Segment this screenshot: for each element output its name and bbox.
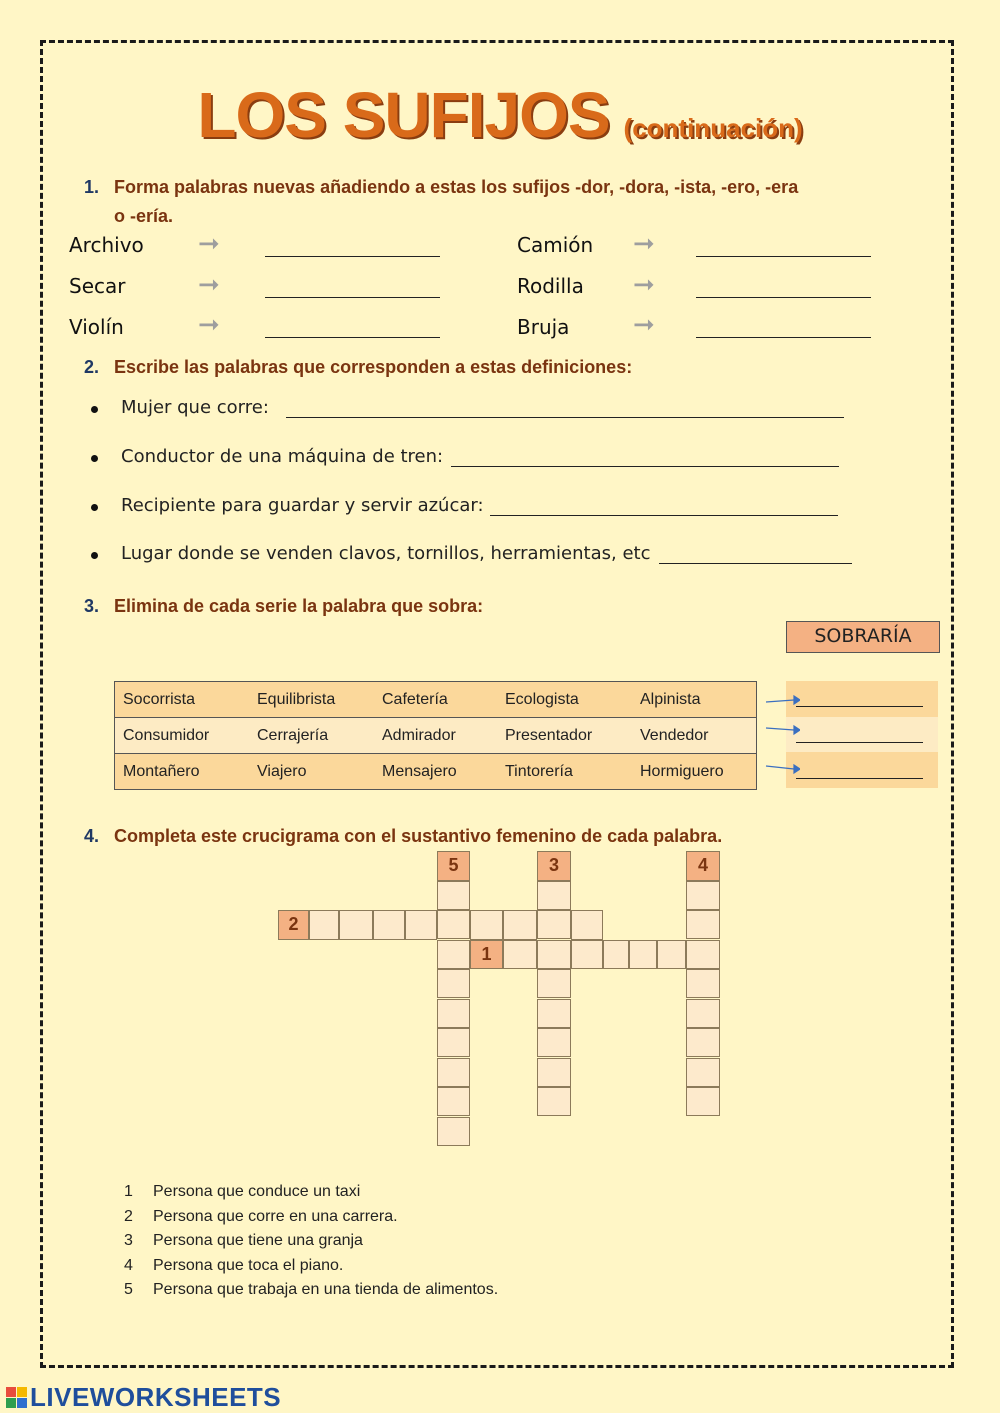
series-cell[interactable]: Presentador [497, 718, 632, 754]
q4-text: Completa este crucigrama con el sustantivo femenino de cada palabra. [114, 826, 723, 846]
sobraria-answer-line [796, 778, 923, 779]
crossword-cell[interactable] [437, 1087, 470, 1116]
bullet-icon [91, 552, 98, 559]
crossword-cell[interactable] [537, 881, 571, 910]
q2-answer-blank[interactable] [490, 515, 838, 516]
q2-item: Lugar donde se venden clavos, tornillos, herramientas, etc [121, 543, 651, 564]
clue-item: 2 Persona que corre en una carrera. [124, 1207, 398, 1225]
q2-item: Mujer que corre: [121, 397, 269, 418]
series-cell[interactable]: Cerrajería [249, 718, 374, 754]
crossword-cell[interactable] [309, 910, 339, 940]
crossword-cell[interactable] [373, 910, 405, 940]
arrow-head-icon [794, 765, 800, 773]
arrow-line [766, 728, 794, 730]
clue-item: 3 Persona que tiene una granja [124, 1232, 363, 1249]
crossword-cell[interactable] [437, 1058, 470, 1087]
q2-number: 2. [84, 357, 100, 377]
crossword-cell[interactable] [571, 940, 603, 969]
arrow-icon: ➞ [198, 270, 220, 300]
q1-word-bruja: Bruja [517, 315, 570, 339]
series-cell[interactable]: Montañero [115, 754, 250, 790]
q1-word-camion: Camión [517, 233, 594, 257]
title-main: LOS SUFIJOS [197, 79, 610, 151]
clue-list [124, 1180, 498, 1303]
q1-line1: Forma palabras nuevas añadiendo a estas los sufijos -dor, -dora, -ista, -ero, -era [114, 177, 799, 197]
sobraria-header: SOBRARÍA [786, 621, 940, 653]
series-cell[interactable]: Hormiguero [632, 754, 757, 790]
crossword-cell[interactable] [503, 940, 537, 969]
crossword-cell[interactable] [405, 910, 437, 940]
series-table [114, 681, 757, 790]
series-cell[interactable]: Tintorería [497, 754, 632, 790]
q2-answer-blank[interactable] [286, 417, 844, 418]
crossword-cell[interactable] [686, 910, 720, 939]
crossword-cell[interactable] [437, 969, 470, 998]
arrow-head-icon [794, 726, 800, 734]
sobraria-answer-box[interactable] [786, 717, 938, 753]
series-cell[interactable]: Equilibrista [249, 682, 374, 718]
crossword-number-4: 4 [686, 851, 720, 881]
q1-number: 1. [84, 177, 100, 197]
connector-arrows [764, 690, 800, 780]
crossword-cell[interactable] [657, 940, 686, 969]
crossword-cell[interactable] [437, 1117, 470, 1146]
footer-logo [6, 1382, 281, 1413]
series-cell[interactable]: Alpinista [632, 682, 757, 718]
series-cell[interactable]: Cafetería [374, 682, 497, 718]
series-cell[interactable]: Viajero [249, 754, 374, 790]
page-title [0, 78, 1000, 152]
table-row [115, 754, 757, 790]
series-cell[interactable]: Consumidor [115, 718, 250, 754]
crossword-number-2: 2 [278, 910, 309, 940]
crossword-number-5: 5 [437, 851, 470, 881]
q1-word-secar: Secar [69, 274, 126, 298]
bullet-icon [91, 504, 98, 511]
crossword-cell[interactable] [603, 940, 629, 969]
crossword-cell[interactable] [686, 881, 720, 910]
series-cell[interactable]: Ecologista [497, 682, 632, 718]
arrow-line [766, 700, 794, 702]
q4-instruction [84, 826, 722, 847]
q2-answer-blank[interactable] [659, 563, 852, 564]
q1-instruction [84, 177, 864, 198]
q1-answer-blank[interactable] [696, 337, 871, 338]
q1-word-archivo: Archivo [69, 233, 144, 257]
crossword-cell[interactable] [339, 910, 373, 940]
clue-item: 4 Persona que toca el piano. [124, 1256, 344, 1274]
table-row [115, 718, 757, 754]
series-table-wrap [114, 681, 757, 790]
q1-word-violin: Violín [69, 315, 124, 339]
clue-item: 1 Persona que conduce un taxi [124, 1183, 361, 1200]
crossword-cell[interactable] [537, 999, 571, 1028]
q1-word-rodilla: Rodilla [517, 274, 584, 298]
crossword-number-3: 3 [537, 851, 571, 881]
crossword-cell[interactable] [470, 910, 503, 940]
crossword-cell[interactable] [503, 910, 537, 940]
crossword-cell[interactable] [629, 940, 657, 969]
q4-number: 4. [84, 826, 100, 846]
arrow-icon: ➞ [198, 229, 220, 259]
q2-answer-blank[interactable] [451, 466, 839, 467]
crossword-cell[interactable] [537, 1058, 571, 1087]
series-cell[interactable]: Mensajero [374, 754, 497, 790]
q1-answer-blank[interactable] [696, 256, 871, 257]
arrow-icon: ➞ [633, 310, 655, 340]
crossword-cell[interactable] [537, 1087, 571, 1116]
crossword-cell[interactable] [686, 969, 720, 998]
liveworksheets-logo-icon [6, 1387, 28, 1409]
arrow-icon: ➞ [633, 270, 655, 300]
sobraria-answer-box[interactable] [786, 681, 938, 717]
crossword-cell[interactable] [437, 1028, 470, 1057]
crossword-cell[interactable] [686, 940, 720, 969]
q3-instruction [84, 596, 483, 617]
q2-text: Escribe las palabras que corresponden a estas definiciones: [114, 357, 633, 377]
crossword-cell[interactable] [437, 999, 470, 1028]
q3-text: Elimina de cada serie la palabra que sobra: [114, 596, 484, 616]
crossword-cell[interactable] [686, 1058, 720, 1087]
q3-number: 3. [84, 596, 100, 616]
bullet-icon [91, 455, 98, 462]
crossword-cell[interactable] [686, 1028, 720, 1057]
crossword-cell[interactable] [686, 1087, 720, 1116]
series-cell[interactable]: Socorrista [115, 682, 250, 718]
series-cell[interactable]: Vendedor [632, 718, 757, 754]
q1-answer-blank[interactable] [265, 337, 440, 338]
arrow-icon: ➞ [633, 229, 655, 259]
arrow-line [766, 766, 794, 769]
sobraria-answer-line [796, 706, 923, 707]
crossword-cell[interactable] [437, 910, 470, 939]
crossword-cell[interactable] [437, 940, 470, 969]
crossword-cell[interactable] [537, 940, 571, 969]
q1-line2: o -ería. [114, 206, 174, 226]
bullet-icon [91, 406, 98, 413]
arrow-icon: ➞ [198, 310, 220, 340]
clue-item: 5 Persona que trabaja en una tienda de alimentos. [124, 1281, 499, 1298]
series-cell[interactable]: Admirador [374, 718, 497, 754]
crossword-number-1: 1 [470, 940, 503, 969]
footer-brand: LIVEWORKSHEETS [30, 1382, 282, 1412]
q1-answer-blank[interactable] [265, 297, 440, 298]
q1-answer-blank[interactable] [265, 256, 440, 257]
crossword-cell[interactable] [537, 969, 571, 998]
q2-item: Recipiente para guardar y servir azúcar: [121, 495, 484, 516]
arrow-head-icon [794, 696, 800, 704]
title-sub: (continuación) [623, 113, 803, 143]
crossword-cell[interactable] [571, 910, 603, 940]
crossword-cell[interactable] [537, 910, 571, 939]
q1-answer-blank[interactable] [696, 297, 871, 298]
q2-instruction [84, 357, 632, 378]
crossword-cell[interactable] [437, 881, 470, 910]
q2-item: Conductor de una máquina de tren: [121, 446, 444, 467]
crossword-cell[interactable] [686, 999, 720, 1028]
sobraria-answer-box[interactable] [786, 752, 938, 788]
sobraria-answer-line [796, 742, 923, 743]
crossword-cell[interactable] [537, 1028, 571, 1057]
table-row [115, 682, 757, 718]
